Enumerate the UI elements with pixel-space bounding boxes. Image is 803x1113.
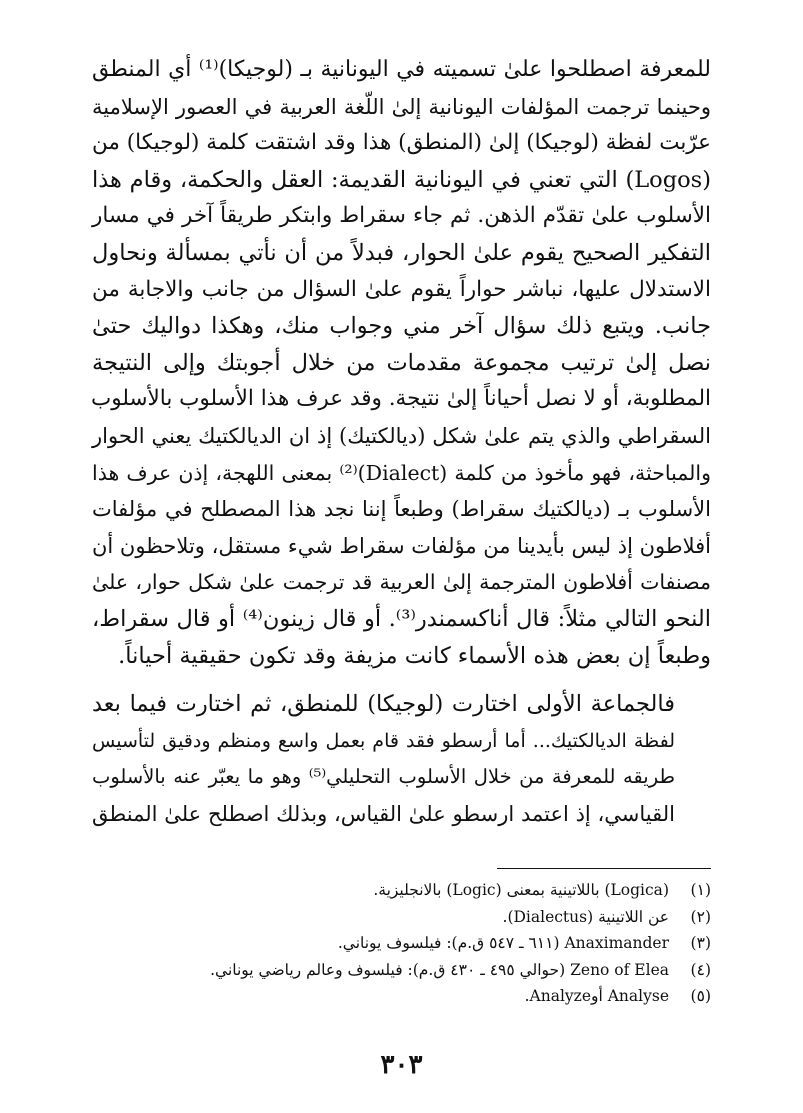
footnote-5 xyxy=(92,983,711,1010)
text-line: والمباحثة، فهو مأخوذ من كلمة (Dialect)⁽²⁾ بمعنى اللهجة، إذن عرف هذا xyxy=(92,460,712,485)
text-line: لفظة الديالكتيك... أما أرسطو فقد قام بعمل واسع ومنظم ودقيق لتأسيس xyxy=(92,729,675,752)
text-line: المطلوبة، أو لا نصل أحياناً إلىٰ نتيجة. وقد عرف هذا الأسلوب بالأسلوب xyxy=(91,386,711,412)
text-line: (Logos) التي تعني في اليونانية القديمة: العقل والحكمة، وقام هذا xyxy=(92,166,711,193)
text-line: عرّبت لفظة (لوجيكا) إلىٰ (المنطق) هذا وقد اشتقت كلمة (لوجيكا) من xyxy=(92,130,711,156)
text-line: فالجماعة الأولى اختارت (لوجيكا) للمنطق، ثم اختارت فيما بعد xyxy=(92,691,675,718)
text-line: نصل إلىٰ ترتيب مجموعة مقدمات من خلال أجوبتك وإلى النتيجة xyxy=(92,349,711,376)
text-line: أفلاطون إذ ليس بأيدينا من مؤلفات سقراط شيء مستقل، وتلاحظون أن xyxy=(92,533,711,558)
footnote-number: (٣) xyxy=(690,934,711,953)
footnote-number: (٢) xyxy=(690,907,711,926)
footnote-3 xyxy=(92,930,711,957)
footnote-1 xyxy=(92,877,711,904)
footnote-text: Analyse أوAnalyze. xyxy=(524,987,669,1006)
footnote-separator xyxy=(497,868,711,869)
text-line: التفكير الصحيح يقوم علىٰ الحوار، فبدلاً من أن نأتي بمسألة ونحاول xyxy=(92,239,711,266)
text-line: طريقه للمعرفة من خلال الأسلوب التحليلي⁽⁵⁾ وهو ما يعبّر عنه بالأسلوب xyxy=(92,765,676,789)
main-text xyxy=(92,52,711,832)
footnotes xyxy=(92,877,711,1010)
text-line: السقراطي والذي يتم علىٰ شكل (ديالكتيك) إذ ان الديالكتيك يعني الحوار xyxy=(92,423,711,448)
paragraph-1 xyxy=(92,52,711,674)
text-line: وطبعاً إن بعض هذه الأسماء كانت مزيفة وقد تكون حقيقية أحياناً. xyxy=(118,642,711,669)
text-line: الأسلوب بـ (ديالكتيك سقراط) وطبعاً إننا نجد هذا المصطلح في مؤلفات xyxy=(92,497,711,522)
footnote-number: (٥) xyxy=(690,987,711,1006)
paragraph-2 xyxy=(92,686,711,832)
text-line: النحو التالي مثلاً: قال أناكسمندر⁽³⁾. أو قال زينون⁽⁴⁾ أو قال سقراط، xyxy=(92,605,711,632)
page-number: ٣٠٣ xyxy=(380,1050,423,1080)
footnote-number: (١) xyxy=(690,881,711,899)
footnote-text: Anaximander (٦١١ ـ ٥٤٧ ق.م): فيلسوف يوناني. xyxy=(337,934,669,953)
footnote-text: (Logica) باللاتينية بمعنى (Logic) بالانجليزية. xyxy=(373,881,669,899)
text-line: مصنفات أفلاطون المترجمة إلىٰ العربية قد ترجمت علىٰ شكل حوار، علىٰ xyxy=(92,570,711,595)
text-line: وحينما ترجمت المؤلفات اليونانية إلىٰ اللّغة العربية في العصور الإسلامية xyxy=(92,94,711,119)
footnote-number: (٤) xyxy=(690,960,711,979)
footnote-2 xyxy=(92,904,711,931)
text-line: الأسلوب علىٰ تقدّم الذهن. ثم جاء سقراط وابتكر طريقاً آخر في مسار xyxy=(92,203,711,229)
footnote-text: Zeno of Elea (حوالي ٤٩٥ ـ ٤٣٠ ق.م): فيلسوف وعالم رياضي يوناني. xyxy=(210,960,669,979)
text-line: القياسي، إذ اعتمد ارسطو علىٰ القياس، وبذلك اصطلح علىٰ المنطق xyxy=(92,801,675,826)
text-line: الاستدلال عليها، نباشر حواراً يقوم علىٰ السؤال من جانب والاجابة من xyxy=(92,276,711,302)
text-line: جانب. ويتبع ذلك سؤال آخر مني وجواب منك، وهكذا دواليك حتىٰ xyxy=(92,313,711,340)
text-line: للمعرفة اصطلحوا علىٰ تسميته في اليونانية بـ (لوجيكا)⁽¹⁾ أي المنطق xyxy=(92,57,711,82)
footnote-text: عن اللاتينية (Dialectus). xyxy=(502,907,669,926)
footnote-4 xyxy=(92,957,711,984)
